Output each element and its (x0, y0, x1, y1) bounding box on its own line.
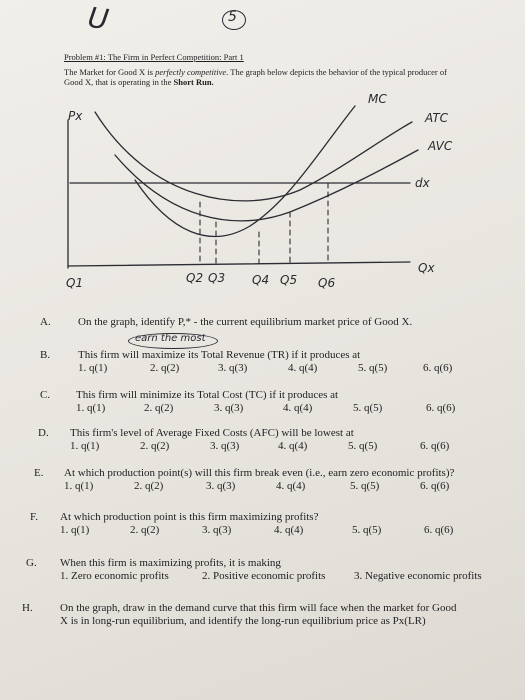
option-5[interactable]: 5. q(5) (350, 480, 380, 492)
question-c (40, 389, 500, 419)
option-2[interactable]: 2. q(2) (130, 524, 160, 536)
option-4[interactable]: 4. q(4) (276, 480, 306, 492)
question-e (34, 467, 504, 497)
option-2[interactable]: 2. q(2) (150, 362, 180, 374)
question-g (26, 557, 516, 587)
demand-label: dx (415, 176, 430, 190)
question-c-text: This firm will minimize its Total Cost (TC) if it produces at (76, 389, 339, 401)
option-3[interactable]: 3. q(3) (214, 402, 244, 414)
question-b-letter: B. (40, 349, 51, 361)
intro-emphasis: perfectly competitive (155, 67, 227, 77)
option-6[interactable]: 6. q(6) (420, 440, 450, 452)
checkmark-scribble: U (85, 0, 111, 37)
question-g-text: When this firm is maximizing profits, it is making (60, 557, 281, 569)
intro-bold: Short Run. (173, 77, 214, 87)
question-d-text: This firm's level of Average Fixed Costs (AFC) will be lowest at (70, 427, 354, 439)
option-6[interactable]: 6. q(6) (420, 480, 450, 492)
page-number: 5 (228, 9, 237, 25)
option-1[interactable]: 1. q(1) (70, 440, 100, 452)
option-4[interactable]: 4. q(4) (278, 440, 308, 452)
option-3[interactable]: 3. q(3) (210, 440, 240, 452)
y-axis-label: Px (68, 109, 83, 123)
question-a-text: On the graph, identify P,* - the current equilibrium market price of Good X. (78, 316, 413, 328)
q4-label: Q4 (252, 273, 270, 287)
question-a-letter: A. (40, 316, 51, 328)
avc-label: AVC (428, 139, 453, 153)
question-h (22, 602, 517, 632)
option-2[interactable]: 2. q(2) (140, 440, 170, 452)
mc-label: MC (368, 92, 387, 106)
question-h-text: On the graph, draw in the demand curve that this firm will face when the market for Good (60, 602, 457, 614)
option-3[interactable]: 3. q(3) (206, 480, 236, 492)
option-4[interactable]: 4. q(4) (274, 524, 304, 536)
question-h-text-line2: X is in long-run equilibrium, and identify the long-run equilibrium price as Px(LR) (60, 615, 426, 627)
option-1[interactable]: 1. q(1) (64, 480, 94, 492)
option-zero-profits[interactable]: 1. Zero economic profits (60, 570, 169, 582)
atc-label: ATC (425, 111, 449, 125)
option-5[interactable]: 5. q(5) (348, 440, 378, 452)
question-e-letter: E. (34, 467, 44, 479)
option-positive-profits[interactable]: 2. Positive economic profits (202, 570, 326, 582)
question-f-letter: F. (30, 511, 38, 523)
option-5[interactable]: 5. q(5) (353, 402, 383, 414)
q1-label: Q1 (66, 276, 84, 290)
option-1[interactable]: 1. q(1) (76, 402, 106, 414)
intro-part2: . The graph below depicts the behavior of the typical producer of Good X, that is operating in the (64, 67, 447, 87)
mc-curve (135, 106, 355, 236)
question-a (40, 316, 500, 332)
option-2[interactable]: 2. q(2) (134, 480, 164, 492)
question-b (40, 349, 500, 379)
option-3[interactable]: 3. q(3) (218, 362, 248, 374)
option-2[interactable]: 2. q(2) (144, 402, 174, 414)
q3-label: Q3 (208, 271, 226, 285)
q2-label: Q2 (186, 271, 204, 285)
option-1[interactable]: 1. q(1) (60, 524, 90, 536)
option-6[interactable]: 6. q(6) (423, 362, 453, 374)
question-h-letter: H. (22, 602, 33, 614)
atc-curve (95, 112, 412, 201)
option-6[interactable]: 6. q(6) (424, 524, 454, 536)
x-axis-label: Qx (418, 261, 435, 275)
question-d (38, 427, 498, 457)
q6-label: Q6 (318, 276, 336, 290)
question-d-letter: D. (38, 427, 49, 439)
option-1[interactable]: 1. q(1) (78, 362, 108, 374)
question-b-text: This firm will maximize its Total Revenue (TR) if it produces at (78, 349, 361, 361)
intro-part1: The Market for Good X is (64, 67, 156, 77)
question-c-letter: C. (40, 389, 51, 401)
option-4[interactable]: 4. q(4) (283, 402, 313, 414)
option-negative-profits[interactable]: 3. Negative economic profits (354, 570, 482, 582)
option-4[interactable]: 4. q(4) (288, 362, 318, 374)
option-3[interactable]: 3. q(3) (202, 524, 232, 536)
q5-label: Q5 (280, 273, 298, 287)
x-axis (68, 262, 410, 266)
question-g-letter: G. (26, 557, 37, 569)
option-6[interactable]: 6. q(6) (426, 402, 456, 414)
problem-title: Problem #1: The Firm in Perfect Competition: Part 1 (64, 52, 244, 62)
option-5[interactable]: 5. q(5) (358, 362, 388, 374)
earn-the-most-note: earn the most (135, 333, 206, 344)
option-5[interactable]: 5. q(5) (352, 524, 382, 536)
question-f (30, 511, 500, 541)
question-f-text: At which production point is this firm maximizing profits? (60, 511, 319, 523)
question-e-text: At which production point(s) will this firm break even (i.e., earn zero economic profits)? (64, 467, 455, 479)
